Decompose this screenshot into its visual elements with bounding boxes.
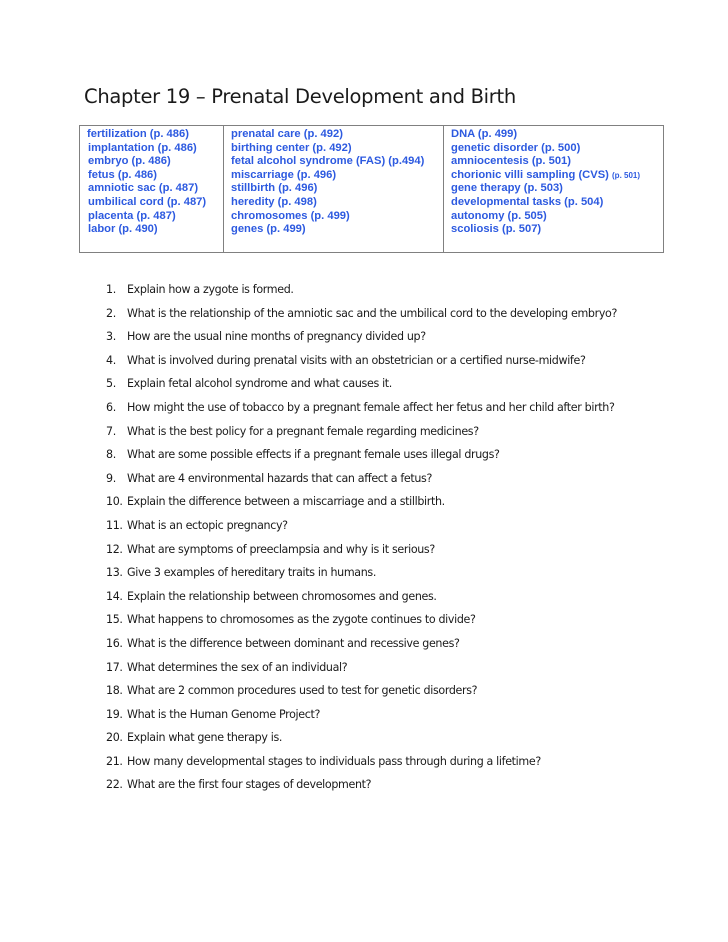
vocab-term: fetal alcohol syndrome (FAS) (p.494) xyxy=(231,155,425,168)
vocab-term: prenatal care (p. 492) xyxy=(231,128,343,140)
question-number: 15. xyxy=(106,613,123,627)
vocabulary-table xyxy=(79,125,664,253)
vocab-term-page: (p. 501) xyxy=(612,170,641,180)
question-text: What are 2 common procedures used to test for genetic disorders? xyxy=(127,684,478,698)
vocab-term: stillbirth (p. 496) xyxy=(231,182,318,195)
question-number: 18. xyxy=(106,684,123,698)
vocab-term-label: chorionic villi sampling (CVS) xyxy=(451,168,609,181)
question-text: How might the use of tobacco by a pregnant female affect her fetus and her child after birth? xyxy=(127,400,615,414)
question-text: What determines the sex of an individual? xyxy=(127,660,348,674)
vocab-term: genetic disorder (p. 500) xyxy=(451,141,581,154)
vocabulary-column-1 xyxy=(80,126,224,253)
question-number: 4. xyxy=(106,353,116,367)
question-text: What are the first four stages of development? xyxy=(127,778,372,792)
vocab-term: scoliosis (p. 507) xyxy=(451,223,542,236)
vocab-term-with-small-page xyxy=(444,169,663,183)
vocab-term: developmental tasks (p. 504) xyxy=(451,195,604,208)
question-text: What is the relationship of the amniotic sac and the umbilical cord to the developing embryo? xyxy=(127,306,618,320)
question-text: What is involved during prenatal visits with an obstetrician or a certified nurse-midwife? xyxy=(127,353,586,367)
question-number: 10. xyxy=(106,495,123,509)
vocab-term: miscarriage (p. 496) xyxy=(231,168,337,181)
question-text: What is the difference between dominant and recessive genes? xyxy=(127,636,460,650)
vocab-term: DNA (p. 499) xyxy=(451,128,518,140)
vocabulary-column-3 xyxy=(444,126,664,253)
question-number: 20. xyxy=(106,731,123,745)
question-number: 7. xyxy=(106,424,116,438)
vocab-term: placenta (p. 487) xyxy=(88,209,176,222)
question-text: What is the best policy for a pregnant female regarding medicines? xyxy=(127,424,479,438)
question-text: What are some possible effects if a pregnant female uses illegal drugs? xyxy=(127,448,500,462)
vocab-term: fertilization (p. 486) xyxy=(87,128,189,140)
question-number: 16. xyxy=(106,636,123,650)
question-number: 6. xyxy=(106,400,116,414)
page-title: Chapter 19 – Prenatal Development and Birth xyxy=(84,85,516,108)
question-number: 12. xyxy=(106,542,123,556)
question-text: Give 3 examples of hereditary traits in humans. xyxy=(127,566,377,580)
question-number: 19. xyxy=(106,707,123,721)
vocab-term: chromosomes (p. 499) xyxy=(231,209,350,222)
question-text: Explain fetal alcohol syndrome and what causes it. xyxy=(127,377,392,391)
question-number: 21. xyxy=(106,754,123,768)
question-text: Explain what gene therapy is. xyxy=(127,731,283,745)
vocab-term: fetus (p. 486) xyxy=(88,168,158,181)
vocab-term: amniotic sac (p. 487) xyxy=(88,182,199,195)
question-text: What are symptoms of preeclampsia and why is it serious? xyxy=(127,542,435,556)
question-text: What is the Human Genome Project? xyxy=(127,707,321,721)
question-number: 2. xyxy=(106,306,116,320)
question-text: How are the usual nine months of pregnancy divided up? xyxy=(127,330,426,344)
question-number: 1. xyxy=(106,283,116,296)
question-number: 5. xyxy=(106,377,116,391)
question-number: 13. xyxy=(106,566,123,580)
question-text: Explain the relationship between chromosomes and genes. xyxy=(127,589,437,603)
vocab-term: labor (p. 490) xyxy=(88,223,158,236)
question-number: 14. xyxy=(106,589,123,603)
vocab-term: genes (p. 499) xyxy=(231,223,306,236)
question-text: What are 4 environmental hazards that can affect a fetus? xyxy=(127,471,433,485)
vocab-term: implantation (p. 486) xyxy=(88,141,197,154)
question-number: 9. xyxy=(106,471,116,485)
vocabulary-column-2 xyxy=(224,126,444,253)
vocab-term: amniocentesis (p. 501) xyxy=(451,155,571,168)
vocab-term: autonomy (p. 505) xyxy=(451,209,547,222)
vocab-term: birthing center (p. 492) xyxy=(231,141,352,154)
vocab-term: umbilical cord (p. 487) xyxy=(88,195,207,208)
question-number: 11. xyxy=(106,518,123,532)
question-text: What happens to chromosomes as the zygote continues to divide? xyxy=(127,613,476,627)
question-text: What is an ectopic pregnancy? xyxy=(127,518,288,532)
vocab-term: embryo (p. 486) xyxy=(88,155,171,168)
question-text: How many developmental stages to individuals pass through during a lifetime? xyxy=(127,754,541,768)
question-number: 3. xyxy=(106,330,116,344)
question-number: 17. xyxy=(106,660,123,674)
question-number: 8. xyxy=(106,448,116,462)
question-number: 22. xyxy=(106,778,123,792)
vocab-term: heredity (p. 498) xyxy=(231,195,317,208)
question-text: Explain the difference between a miscarriage and a stillbirth. xyxy=(127,495,445,509)
vocab-term: gene therapy (p. 503) xyxy=(451,182,563,195)
question-text: Explain how a zygote is formed. xyxy=(127,283,294,296)
